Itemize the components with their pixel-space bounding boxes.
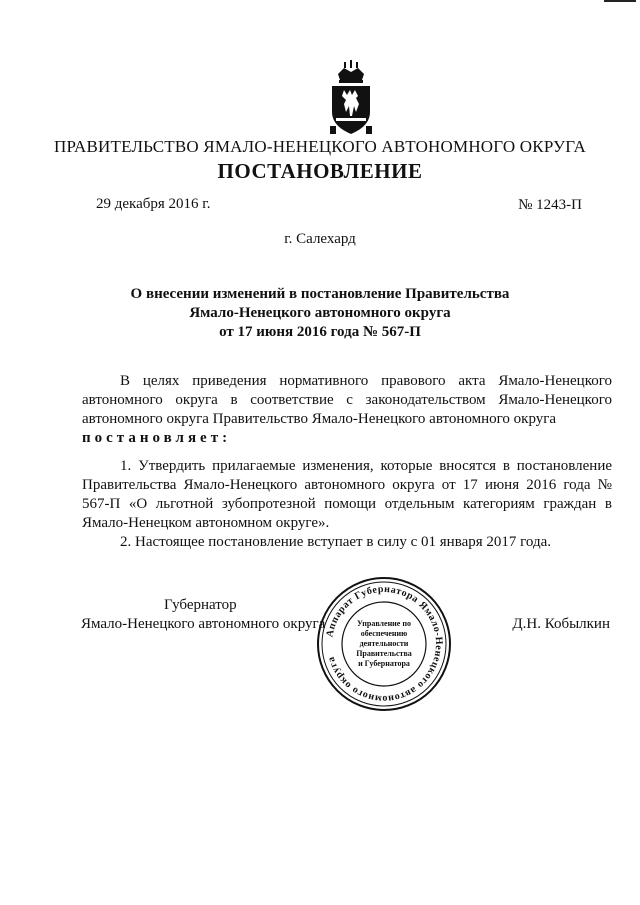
preamble-text: В целях приведения нормативного правового акта Ямало-Ненецкого автономного округа в соответствие с законодательством Ямало-Ненецкого автономного округа Правительство Ямало-Ненецкого автономного округа bbox=[82, 373, 612, 427]
document-title bbox=[120, 285, 520, 342]
document-number: № 1243-П bbox=[518, 197, 582, 213]
items-block bbox=[82, 457, 612, 552]
signatory-organization: Ямало-Ненецкого автономного округа bbox=[81, 616, 326, 632]
document-date: 29 декабря 2016 г. bbox=[96, 196, 211, 212]
issue-city: г. Салехард bbox=[284, 231, 356, 247]
document-type-heading: ПОСТАНОВЛЕНИЕ bbox=[217, 159, 423, 183]
stamp-ring-text: Аппарат Губернатора Ямало-Ненецкого автономного округа bbox=[324, 583, 445, 705]
signatory-name: Д.Н. Кобылкин bbox=[512, 616, 610, 632]
organization-heading: ПРАВИТЕЛЬСТВО ЯМАЛО-НЕНЕЦКОГО АВТОНОМНОГО ОКРУГА bbox=[54, 137, 586, 156]
stamp-line-2: обеспечению bbox=[360, 629, 408, 638]
resolves-word: постановляет: bbox=[82, 430, 232, 446]
stamp-line-4: Правительства bbox=[356, 649, 412, 658]
stamp-line-1: Управление по bbox=[357, 619, 411, 628]
title-line-1: О внесении изменений в постановление Правительства bbox=[130, 286, 510, 302]
stamp-line-3: деятельности bbox=[359, 639, 409, 648]
title-line-3: от 17 июня 2016 года № 567-П bbox=[219, 324, 421, 340]
coat-of-arms-icon bbox=[326, 60, 376, 138]
item-2: 2. Настоящее постановление вступает в силу с 01 января 2017 года. bbox=[120, 534, 552, 550]
title-line-2: Ямало-Ненецкого автономного округа bbox=[189, 305, 451, 321]
preamble-paragraph bbox=[82, 372, 612, 448]
item-1: 1. Утвердить прилагаемые изменения, которые вносятся в постановление Правительства Ямало-Ненецкого автономного округа от 17 июня 2016 года № 567-П «О льготной зубопротезной помощи отдельным категориям граждан в Ямало-Ненецком автономном округе». bbox=[82, 458, 612, 531]
stamp-line-5: и Губернатора bbox=[358, 659, 410, 668]
signatory-title: Губернатор bbox=[164, 597, 237, 613]
corner-mark bbox=[604, 0, 636, 2]
official-stamp bbox=[314, 574, 454, 714]
